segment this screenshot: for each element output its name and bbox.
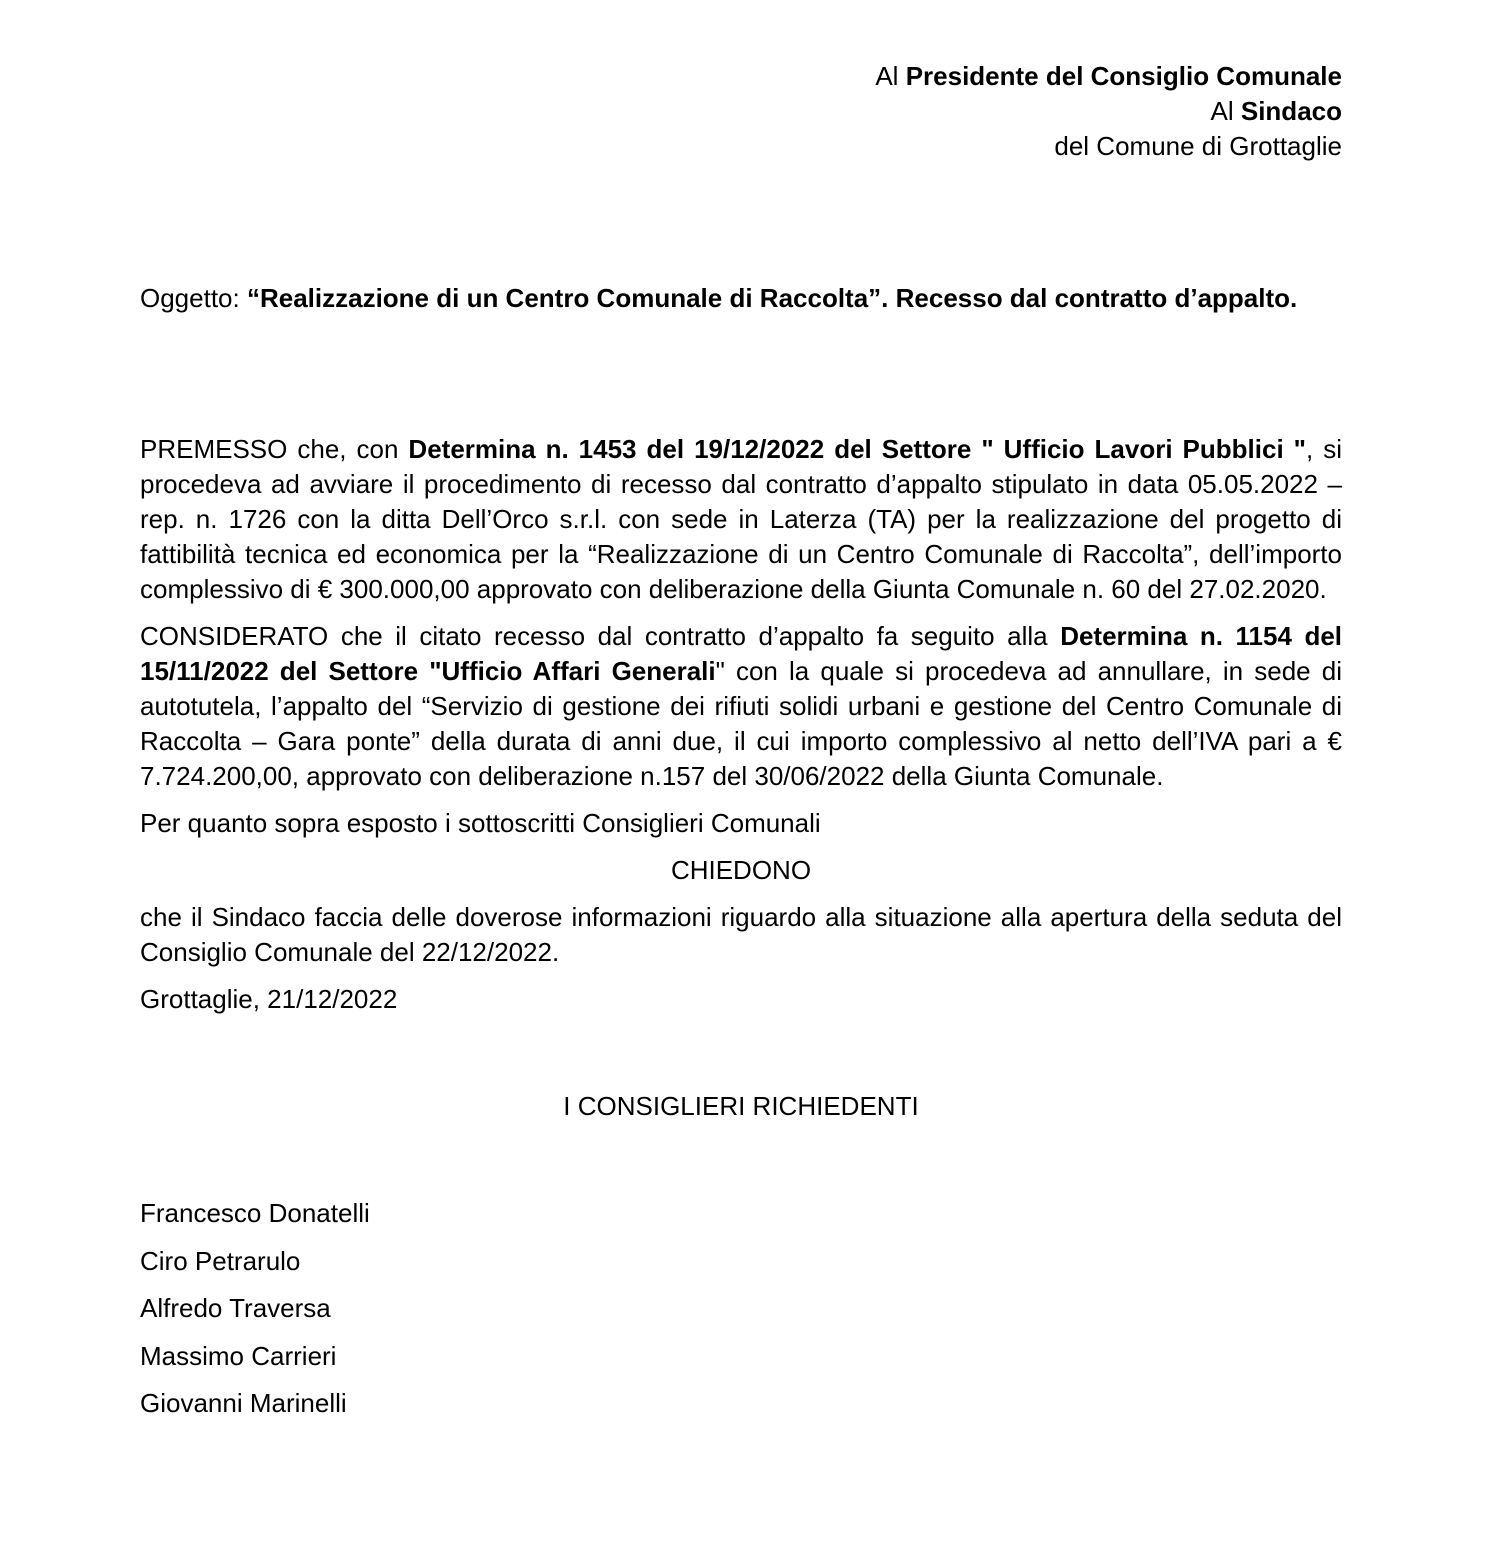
recipient-president: Presidente del Consiglio Comunale (905, 61, 1342, 91)
considerato-start: CONSIDERATO che il citato recesso dal contratto d’appalto fa seguito alla (140, 621, 1061, 651)
considerato-paragraph (140, 619, 1342, 794)
letter-page (140, 59, 1342, 1434)
subject-text: “Realizzazione di un Centro Comunale di Raccolta”. Recesso dal contratto d’appalto. (246, 283, 1298, 313)
subject-line (140, 281, 1342, 316)
recipient-mayor: Sindaco (1240, 96, 1342, 126)
premesso-determina: Determina n. 1453 del 19/12/2022 del Settore " Ufficio Lavori Pubblici " (408, 434, 1306, 464)
per-quanto-paragraph: Per quanto sopra esposto i sottoscritti Consiglieri Comunali (140, 808, 821, 838)
signer-name: Massimo Carrieri (140, 1340, 337, 1371)
signer-name: Giovanni Marinelli (140, 1388, 347, 1418)
recipient-line-mayor (140, 94, 1342, 129)
signer-name: Alfredo Traversa (140, 1293, 331, 1323)
considerato-rest: " con la quale si procedeva ad annullare, in sede di autotutela, l’appalto del “Servizio di gestione dei rifiuti solidi urbani e gestione del Centro Comunale di Raccolta – Gara ponte” della durata di anni due, il cui importo complessivo al netto dell’IVA pari a € 7.724.200,00, approvato con deliberazione n.157 del 30/06/2022 della Giunta Comunale. (140, 656, 1342, 791)
signers-list (140, 1196, 1342, 1421)
signers-title: I CONSIGLIERI RICHIEDENTI (563, 1091, 919, 1121)
recipient-prefix: Al (875, 61, 906, 91)
recipient-line-president (140, 59, 1342, 94)
request-paragraph: che il Sindaco faccia delle doverose informazioni riguardo alla situazione alla apertura della seduta del Consiglio Comunale del 22/12/2022. (140, 902, 1342, 967)
recipient-line-municipality: del Comune di Grottaglie (1054, 131, 1342, 161)
signer-name: Francesco Donatelli (140, 1198, 370, 1228)
recipient-address (140, 59, 1342, 164)
signer-name: Ciro Petrarulo (140, 1245, 301, 1276)
considerato-determina: Determina n. 1154 del 15/11/2022 del Settore "Ufficio Affari Generali (140, 621, 1343, 686)
place-date: Grottaglie, 21/12/2022 (140, 984, 398, 1014)
chiedono-heading: CHIEDONO (670, 855, 812, 885)
recipient-prefix: Al (1210, 96, 1241, 126)
premesso-paragraph (140, 432, 1342, 607)
premesso-rest: , si procedeva ad avviare il procedimento di recesso dal contratto d’appalto stipulato in data 05.05.2022 – rep. n. 1726 con la ditta Dell’Orco s.r.l. con sede in Laterza (TA) per la realizzazione del progetto di fattibilità tecnica ed economica per la “Realizzazione di un Centro Comunale di Raccolta”, dell’importo complessivo di € 300.000,00 approvato con deliberazione della Giunta Comunale n. 60 del 27.02.2020. (140, 434, 1342, 604)
premesso-start: PREMESSO che, con (140, 434, 409, 464)
subject-label: Oggetto: (140, 283, 247, 313)
